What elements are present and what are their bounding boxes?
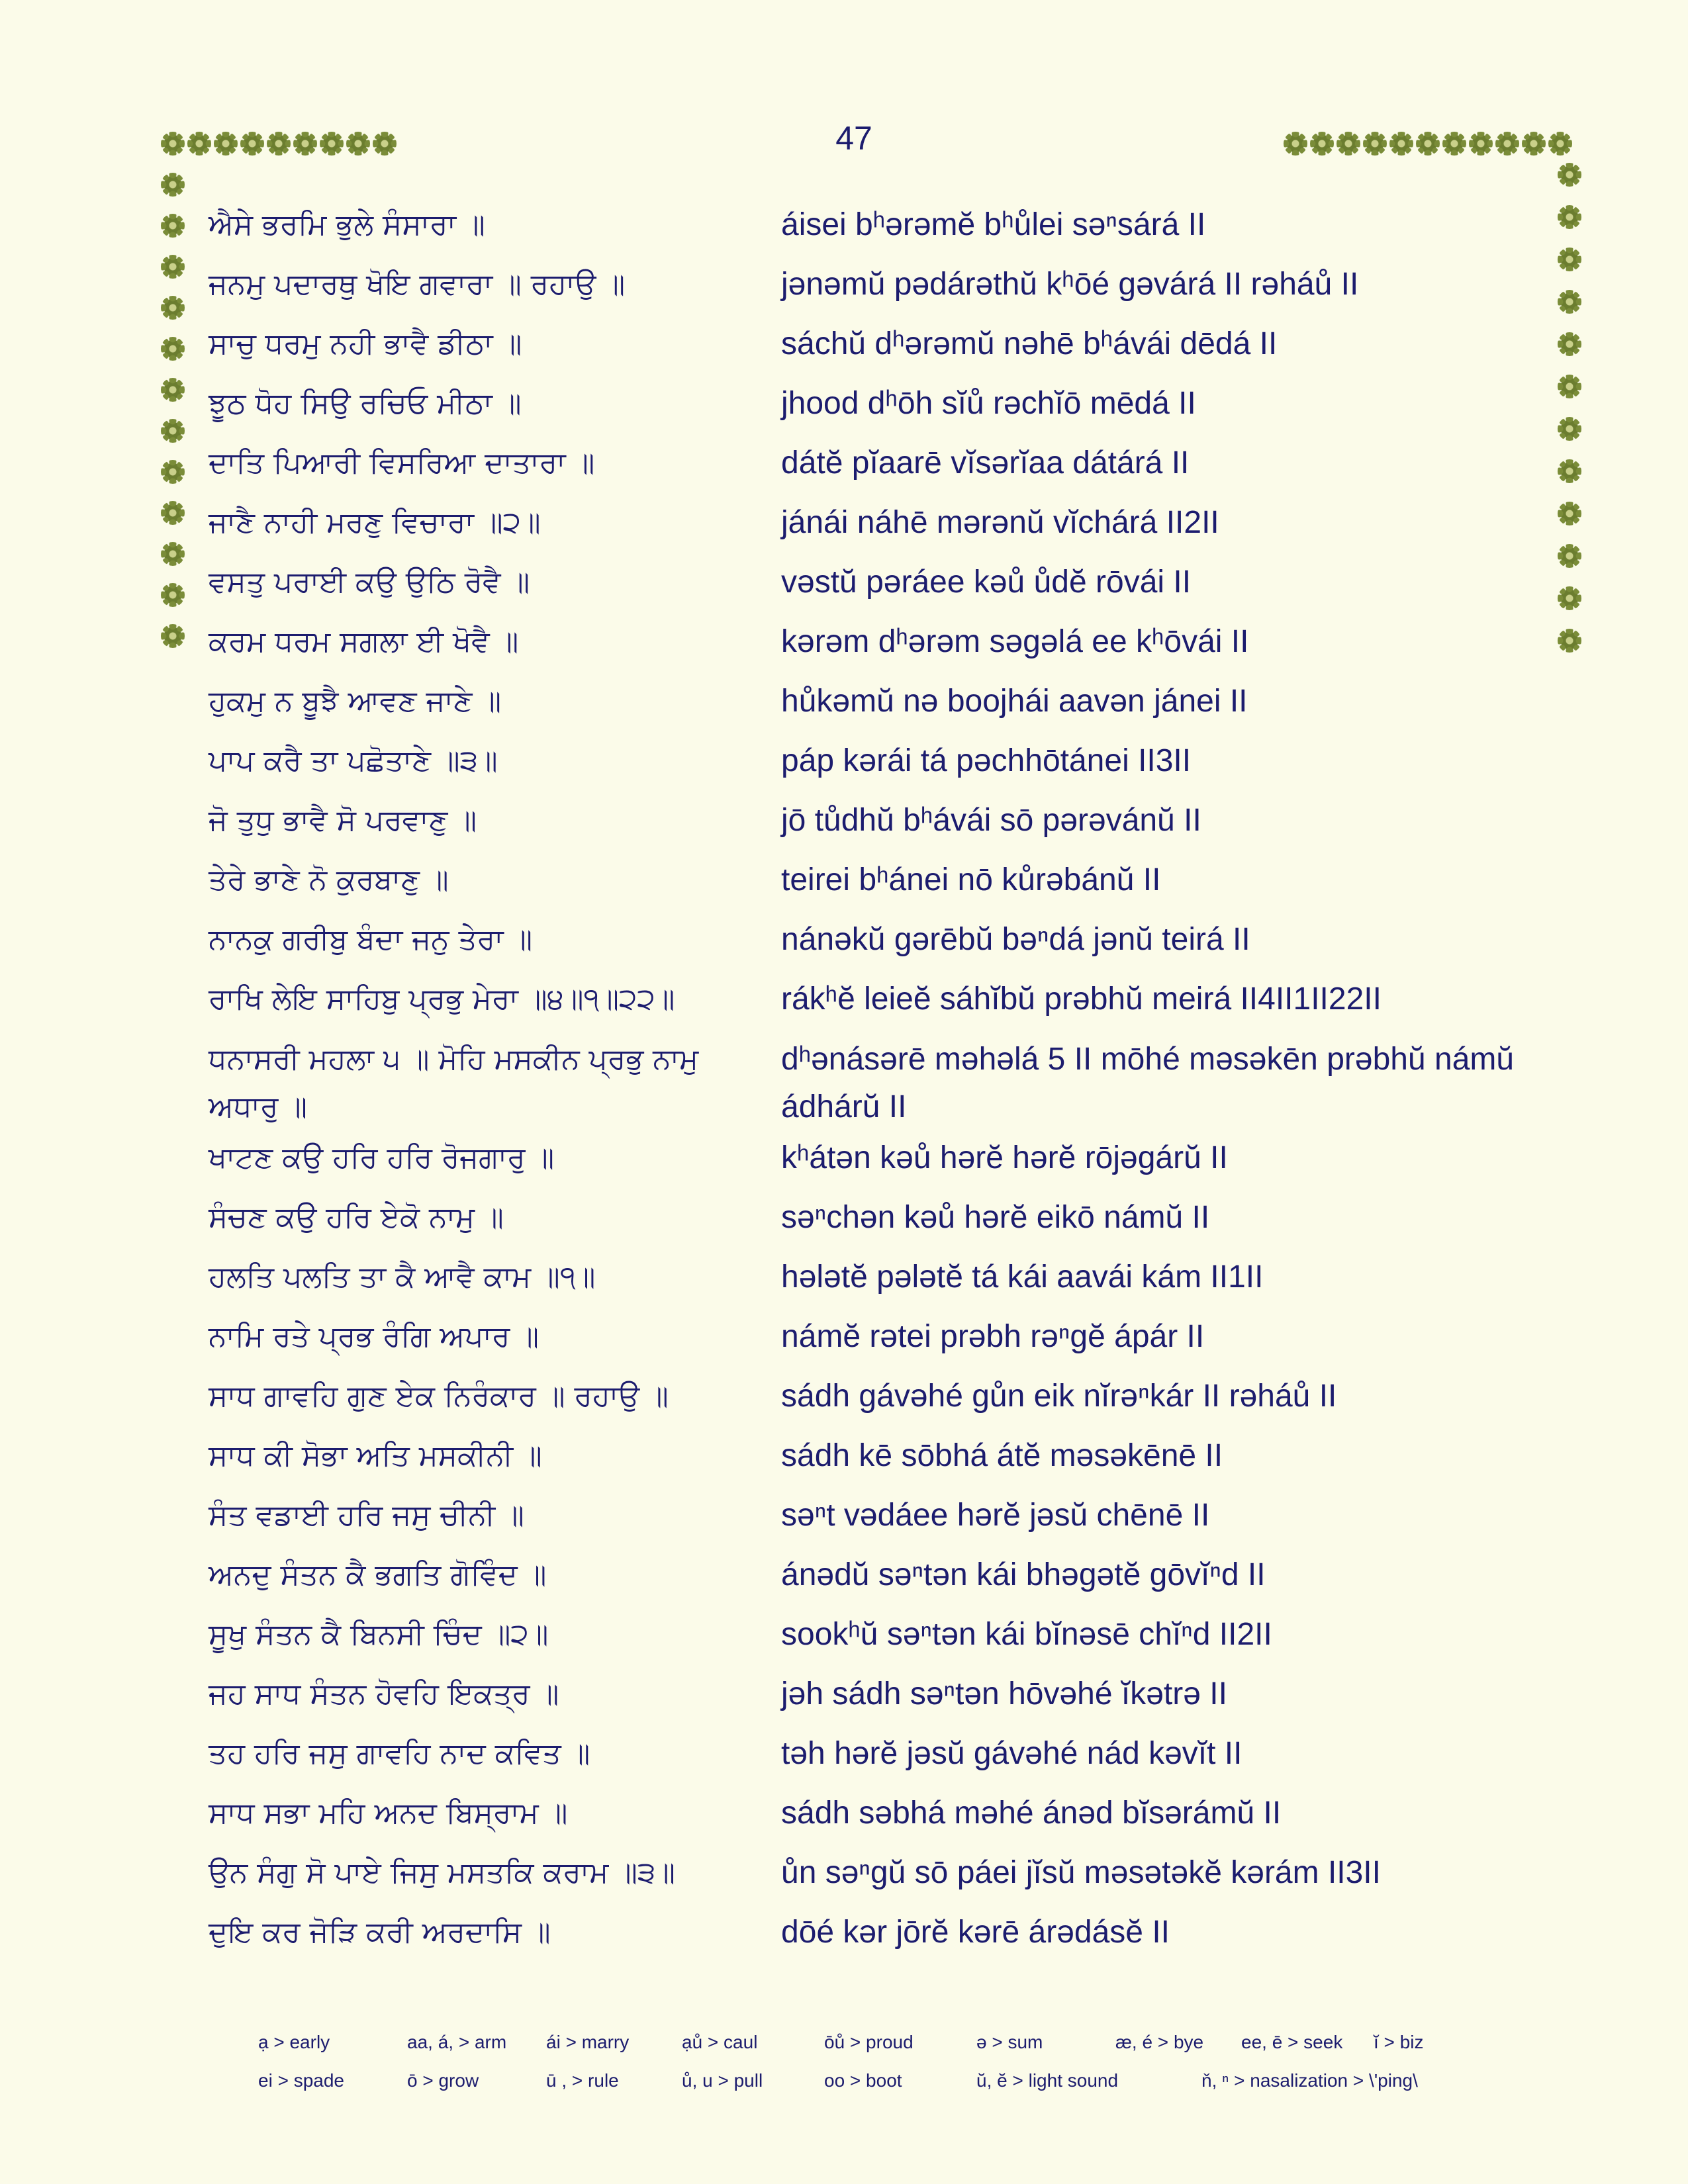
legend-row-2 xyxy=(258,2070,1476,2109)
transliteration-line: dōé kər jōrĕ kərē árədásĕ II xyxy=(781,1915,1170,1950)
flower-icon xyxy=(1551,134,1570,153)
transliteration-line: dátĕ pĭaarē vĭsərĭaa dátárá II xyxy=(781,445,1190,480)
gurmukhi-line: ਸੂਖੁ ਸੰਤਨ ਕੈ ਬਿਨਸੀ ਚਿੰਦ ॥੨॥ xyxy=(209,1617,549,1651)
legend-item: ei > spade xyxy=(258,2070,344,2091)
transliteration-line: hůkəmŭ nə boojhái aavən jánei II xyxy=(781,684,1248,719)
transliteration-line: jhood dʰōh sĭů rəchĭō mēdá II xyxy=(781,386,1196,421)
transliteration-line: áisei bʰərəmĕ bʰůlei səⁿsárá II xyxy=(781,207,1206,242)
gurmukhi-line: ਸੰਚਣ ਕਉ ਹਰਿ ਏਕੋ ਨਾਮੁ ॥ xyxy=(209,1201,504,1234)
verse-row xyxy=(0,1608,1688,1668)
verse-row xyxy=(0,496,1688,556)
transliteration-line: rákʰĕ leieĕ sáhĭbŭ prəbhŭ meirá II4II1II22II xyxy=(781,981,1382,1017)
verse-row xyxy=(0,1191,1688,1251)
transliteration-line: kʰátən kəů hərĕ hərĕ rōjəgárŭ II xyxy=(781,1140,1228,1175)
legend-item: ů, u > pull xyxy=(682,2070,763,2091)
gurmukhi-line: ਸਾਧ ਗਾਵਹਿ ਗੁਣ ਏਕ ਨਿਰੰਕਾਰ ॥ ਰਹਾਉ ॥ xyxy=(209,1379,669,1413)
flower-icon xyxy=(349,134,367,153)
verse-row xyxy=(0,1727,1688,1787)
legend-item: ŭ, ĕ > light sound xyxy=(976,2070,1119,2091)
legend-item: ái > marry xyxy=(546,2032,630,2052)
transliteration-line: jō tůdhŭ bʰávái sō pərəvánŭ II xyxy=(781,803,1201,838)
gurmukhi-line: ਝੂਠ ਧੋਹ ਸਿਉ ਰਚਿਓ ਮੀਠਾ ॥ xyxy=(209,387,522,420)
flower-icon xyxy=(1419,134,1437,153)
gurmukhi-line: ਜਨਮੁ ਪਦਾਰਥੁ ਖੋਇ ਗਵਾਰਾ ॥ ਰਹਾਉ ॥ xyxy=(209,267,626,301)
flower-icon xyxy=(1339,134,1358,153)
transliteration-line: dʰənásərē məhəlá 5 II mōhé məsəkēn prəbhŭ námŭ ádhárŭ II xyxy=(781,1042,1515,1124)
legend-item: ū , > rule xyxy=(546,2070,619,2091)
gurmukhi-line: ਨਾਮਿ ਰਤੇ ਪ੍ਰਭ ਰੰਗਿ ਅਪਾਰ ॥ xyxy=(209,1320,539,1353)
gurmukhi-line: ਰਾਖਿ ਲੇਇ ਸਾਹਿਬੁ ਪ੍ਰਭੁ ਮੇਰਾ ॥੪॥੧॥੨੨॥ xyxy=(209,982,675,1016)
legend-item: ō > grow xyxy=(407,2070,479,2091)
gurmukhi-line: ਨਾਨਕੁ ਗਰੀਬੁ ਬੰਦਾ ਜਨੁ ਤੇਰਾ ॥ xyxy=(209,923,533,956)
gurmukhi-line: ਦਾਤਿ ਪਿਆਰੀ ਵਿਸਰਿਆ ਦਾਤਾਰਾ ॥ xyxy=(209,446,595,480)
verse-row xyxy=(0,1787,1688,1846)
flower-icon xyxy=(1560,165,1579,184)
verse-row xyxy=(0,675,1688,735)
gurmukhi-line: ਕਰਮ ਧਰਮ ਸਗਲਾ ਈ ਖੋਵੈ ॥ xyxy=(209,625,519,659)
verse-row xyxy=(0,1251,1688,1310)
transliteration-line: sádh səbhá məhé ánəd bĭsərámŭ II xyxy=(781,1796,1282,1831)
transliteration-line: səⁿchən kəů hərĕ eikō námŭ II xyxy=(781,1200,1210,1235)
transliteration-line: jánái náhē mərənŭ vĭchárá II2II xyxy=(781,505,1219,540)
legend-item: ň, ⁿ > nasalization > \'ping\ xyxy=(1201,2070,1418,2091)
gurmukhi-line: ਐਸੇ ਭਰਮਿ ਭੁਲੇ ਸੰਸਾਰਾ ॥ xyxy=(209,208,485,242)
verse-row xyxy=(0,1668,1688,1727)
flower-icon xyxy=(1498,134,1517,153)
verse-row xyxy=(0,1430,1688,1489)
transliteration-line: səⁿt vədáee hərĕ jəsŭ chēnē II xyxy=(781,1498,1210,1533)
pronunciation-legend xyxy=(258,2032,1476,2109)
gurmukhi-line: ਸਾਚੁ ਧਰਮੁ ਨਹੀ ਭਾਵੈ ਡੀਠਾ ॥ xyxy=(209,327,522,361)
legend-item: oo > boot xyxy=(824,2070,902,2091)
gurmukhi-line: ਜਹ ਸਾਧ ਸੰਤਨ ਹੋਵਹਿ ਇਕਤ੍ਰ ॥ xyxy=(209,1677,559,1711)
verse-row xyxy=(0,437,1688,496)
verse-row xyxy=(0,199,1688,258)
verse-row xyxy=(0,1310,1688,1370)
gurmukhi-line: ਅਨਦੁ ਸੰਤਨ ਕੈ ਭਗਤਿ ਗੋਵਿੰਦ ॥ xyxy=(209,1558,547,1592)
gurmukhi-line: ਉਨ ਸੰਗੁ ਸੋ ਪਾਏ ਜਿਸੁ ਮਸਤਕਿ ਕਰਾਮ ॥੩॥ xyxy=(209,1856,675,1889)
gurmukhi-line: ਜੋ ਤੁਧੁ ਭਾਵੈ ਸੋ ਪਰਵਾਣੁ ॥ xyxy=(209,803,477,837)
verse-row xyxy=(0,556,1688,615)
flower-icon xyxy=(1366,134,1384,153)
verse-row xyxy=(0,1132,1688,1191)
legend-item: ōů > proud xyxy=(824,2032,914,2052)
verse-row xyxy=(0,1489,1688,1549)
transliteration-line: páp kərái tá pəchhōtánei II3II xyxy=(781,743,1192,778)
legend-item: aa, á, > arm xyxy=(407,2032,507,2052)
verse-row xyxy=(0,1370,1688,1430)
flower-icon xyxy=(1313,134,1331,153)
transliteration-line: sáchŭ dʰərəmŭ nəhē bʰávái dēdá II xyxy=(781,326,1278,361)
transliteration-line: námĕ rətei prəbh rəⁿgĕ ápár II xyxy=(781,1319,1205,1354)
verse-row xyxy=(0,794,1688,854)
verse-row xyxy=(0,973,1688,1032)
legend-item: ee, ē > seek xyxy=(1241,2032,1343,2052)
transliteration-line: ůn səⁿgŭ sō páei jĭsŭ məsətəkĕ kərám II3II xyxy=(781,1855,1381,1890)
legend-item: æ, é > bye xyxy=(1115,2032,1204,2052)
flower-icon xyxy=(322,134,341,153)
transliteration-line: vəstŭ pəráee kəů ůdĕ rōvái II xyxy=(781,565,1192,600)
verse-row xyxy=(0,377,1688,437)
gurmukhi-line: ਤਹ ਹਰਿ ਜਸੁ ਗਾਵਹਿ ਨਾਦ ਕਵਿਤ ॥ xyxy=(209,1737,590,1770)
verse-row xyxy=(0,735,1688,794)
gurmukhi-line: ਸਾਧ ਸਭਾ ਮਹਿ ਅਨਦ ਬਿਸ੍ਰਾਮ ॥ xyxy=(209,1796,568,1830)
flower-icon xyxy=(1286,134,1305,153)
legend-item: ạ > early xyxy=(258,2032,330,2052)
legend-item: ạů > caul xyxy=(682,2032,758,2052)
gurmukhi-line: ਤੇਰੇ ਭਾਣੇ ਨੋ ਕੁਰਬਾਣੁ ॥ xyxy=(209,863,449,897)
legend-row-1 xyxy=(258,2032,1476,2070)
verse-row xyxy=(0,1846,1688,1906)
gurmukhi-line: ਧਨਾਸਰੀ ਮਹਲਾ ੫ ॥ ਮੋਹਿ ਮਸਕੀਨ ਪ੍ਰਭੁ ਨਾਮੁ ਅਧਾਰੁ ॥ xyxy=(209,1042,699,1124)
legend-item: ə > sum xyxy=(976,2032,1043,2052)
flower-icon xyxy=(269,134,288,153)
verse-row xyxy=(0,1036,1688,1135)
transliteration-line: jəh sádh səⁿtən hōvəhé ĭkətrə II xyxy=(781,1676,1227,1711)
gurmukhi-line: ਦੁਇ ਕਰ ਜੋੜਿ ਕਰੀ ਅਰਦਾਸਿ ॥ xyxy=(209,1915,551,1949)
gurmukhi-line: ਵਸਤੁ ਪਰਾਈ ਕਉ ਉਠਿ ਰੋਵੈ ॥ xyxy=(209,565,530,599)
transliteration-line: sookʰŭ səⁿtən kái bĭnəsē chĭⁿd II2II xyxy=(781,1617,1272,1652)
flower-icon xyxy=(164,134,182,153)
gurmukhi-line: ਹੁਕਮੁ ਨ ਬੂਝੈ ਆਵਣ ਜਾਣੇ ॥ xyxy=(209,684,502,718)
gurmukhi-line: ਪਾਪ ਕਰੈ ਤਾ ਪਛੋਤਾਣੇ ॥੩॥ xyxy=(209,744,498,778)
flower-icon xyxy=(296,134,314,153)
flower-icon xyxy=(243,134,261,153)
transliteration-line: sádh kē sōbhá átĕ məsəkēnē II xyxy=(781,1438,1223,1473)
transliteration-line: teirei bʰánei nō kůrəbánŭ II xyxy=(781,862,1161,897)
verse-row xyxy=(0,615,1688,675)
transliteration-line: jənəmŭ pədárəthŭ kʰōé gəvárá II rəháů II xyxy=(781,267,1359,302)
verse-row xyxy=(0,1549,1688,1608)
flower-icon xyxy=(190,134,209,153)
legend-item: ĭ > biz xyxy=(1374,2032,1424,2052)
transliteration-line: nánəkŭ gərēbŭ bəⁿdá jənŭ teirá II xyxy=(781,922,1250,957)
transliteration-line: hələtĕ pələtĕ tá kái aavái kám II1II xyxy=(781,1259,1264,1295)
flower-icon xyxy=(216,134,235,153)
gurmukhi-line: ਖਾਟਣ ਕਉ ਹਰਿ ਹਰਿ ਰੋਜਗਾਰੁ ॥ xyxy=(209,1141,555,1175)
gurmukhi-line: ਸਾਧ ਕੀ ਸੋਭਾ ਅਤਿ ਮਸਕੀਨੀ ॥ xyxy=(209,1439,542,1473)
flower-icon xyxy=(1392,134,1411,153)
page-number: 47 xyxy=(835,120,872,157)
verse-row xyxy=(0,258,1688,318)
verse-row xyxy=(0,1906,1688,1966)
gurmukhi-line: ਜਾਣੈ ਨਾਹੀ ਮਰਣੁ ਵਿਚਾਰਾ ॥੨॥ xyxy=(209,506,541,539)
flower-icon xyxy=(1472,134,1490,153)
transliteration-line: ánədŭ səⁿtən kái bhəgətĕ gōvĭⁿd II xyxy=(781,1557,1266,1592)
flower-icon xyxy=(375,134,394,153)
verse-row xyxy=(0,318,1688,377)
transliteration-line: kərəm dʰərəm səgəlá ee kʰōvái II xyxy=(781,624,1249,659)
verse-row xyxy=(0,913,1688,973)
flower-icon xyxy=(1524,134,1543,153)
flower-icon xyxy=(164,175,182,194)
verse-row xyxy=(0,854,1688,913)
gurmukhi-line: ਹਲਤਿ ਪਲਤਿ ਤਾ ਕੈ ਆਵੈ ਕਾਮ ॥੧॥ xyxy=(209,1260,596,1294)
transliteration-line: təh hərĕ jəsŭ gávəhé nád kəvĭt II xyxy=(781,1736,1243,1771)
gurmukhi-line: ਸੰਤ ਵਡਾਈ ਹਰਿ ਜਸੁ ਚੀਨੀ ॥ xyxy=(209,1498,524,1532)
flower-icon xyxy=(1445,134,1464,153)
transliteration-line: sádh gávəhé gůn eik nĭrəⁿkár II rəháů II xyxy=(781,1379,1337,1414)
